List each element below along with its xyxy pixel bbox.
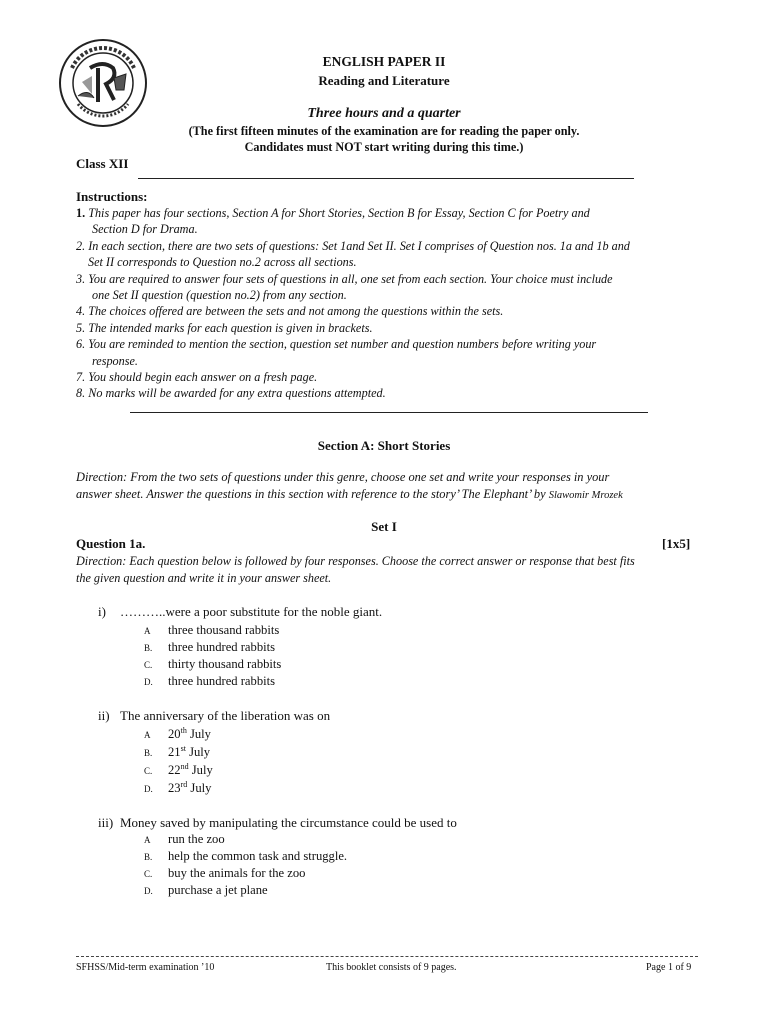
instructions-list bbox=[76, 205, 716, 402]
footer-center: This booklet consists of 9 pages. bbox=[326, 962, 457, 973]
reading-note-line2: Candidates must NOT start writing during this time.) bbox=[244, 140, 524, 154]
option-a: A three thousand rabbits bbox=[144, 623, 280, 637]
option-a: A run the zoo bbox=[144, 832, 225, 846]
footer-left: SFHSS/Mid-term examination ’10 bbox=[76, 962, 215, 973]
instruction-line: 4. The choices offered are between the sets and not among the questions within the sets. bbox=[76, 304, 504, 319]
instruction-number: 1. bbox=[76, 206, 86, 220]
class-label: Class XII bbox=[76, 156, 129, 171]
divider-instructions bbox=[130, 412, 648, 413]
instruction-line: Set II corresponds to Question no.2 across all sections. bbox=[88, 255, 357, 270]
instruction-line: 1. This paper has four sections, Section A for Short Stories, Section B for Essay, Section C for Poetry and bbox=[76, 206, 590, 220]
paper-title: ENGLISH PAPER II bbox=[322, 54, 446, 69]
option-d: D. 23rd July bbox=[144, 779, 212, 795]
question-direction-line2: the given question and write it in your answer sheet. bbox=[76, 571, 332, 585]
marks-badge: [1x5] bbox=[662, 536, 691, 551]
instruction-line: one Set II question (question no.2) from any section. bbox=[92, 288, 347, 303]
option-d: D. purchase a jet plane bbox=[144, 883, 268, 897]
question-number: ii) bbox=[98, 708, 110, 723]
option-c: C. buy the animals for the zoo bbox=[144, 866, 306, 880]
instruction-line: 2. In each section, there are two sets of questions: Set 1and Set II. Set I comprises of Question nos. 1a and 1b and bbox=[76, 238, 630, 253]
divider-top bbox=[138, 178, 634, 179]
footer-divider bbox=[76, 956, 698, 957]
question-number: iii) bbox=[98, 815, 114, 830]
reading-note-line1: (The first fifteen minutes of the examination are for reading the paper only. bbox=[188, 124, 580, 138]
option-d: D. three hundred rabbits bbox=[144, 674, 276, 688]
question-text: Money saved by manipulating the circumstance could be used to bbox=[120, 815, 457, 830]
option-c: C. thirty thousand rabbits bbox=[144, 657, 282, 671]
instruction-line: 8. No marks will be awarded for any extra questions attempted. bbox=[76, 386, 386, 401]
question-item bbox=[98, 815, 457, 831]
story-author: Slawomir Mrozek bbox=[548, 490, 623, 501]
option-c: C. 22nd July bbox=[144, 761, 213, 777]
question-item bbox=[98, 708, 330, 724]
question-text: The anniversary of the liberation was on bbox=[120, 708, 331, 723]
question-number: i) bbox=[98, 604, 106, 619]
section-direction-line2: answer sheet. Answer the questions in this section with reference to the story’ The Elephant’ by Slawomir Mrozek bbox=[76, 487, 623, 501]
instruction-line: Section D for Drama. bbox=[92, 222, 198, 237]
instruction-line: response. bbox=[92, 353, 138, 368]
instruction-line: 3. You are required to answer four sets of questions in all, one set from each section. Your choice must include bbox=[76, 271, 613, 286]
option-b: B. 21st July bbox=[144, 743, 211, 759]
instructions-heading: Instructions: bbox=[76, 189, 148, 204]
question-item bbox=[98, 604, 382, 620]
section-direction-line1: Direction: From the two sets of questions under this genre, choose one set and write your responses in your bbox=[76, 470, 610, 484]
option-b: B. three hundred rabbits bbox=[144, 640, 276, 654]
question-text: ………..were a poor substitute for the noble giant. bbox=[120, 604, 383, 619]
option-b: B. help the common task and struggle. bbox=[144, 849, 348, 863]
footer-page-number: Page 1 of 9 bbox=[646, 962, 692, 973]
question-label: Question 1a. bbox=[76, 536, 146, 551]
option-a: A 20th July bbox=[144, 725, 211, 741]
instruction-line: 7. You should begin each answer on a fresh page. bbox=[76, 370, 318, 385]
paper-subtitle: Reading and Literature bbox=[318, 73, 450, 88]
set-title: Set I bbox=[371, 519, 397, 534]
duration: Three hours and a quarter bbox=[307, 106, 461, 121]
instruction-line: 6. You are reminded to mention the section, question set number and question numbers before writing your bbox=[76, 337, 597, 352]
question-direction-line1: Direction: Each question below is followed by four responses. Choose the correct answer or response that best fits bbox=[76, 554, 635, 568]
instruction-line: 5. The intended marks for each question is given in brackets. bbox=[76, 320, 373, 335]
section-title: Section A: Short Stories bbox=[317, 438, 451, 453]
